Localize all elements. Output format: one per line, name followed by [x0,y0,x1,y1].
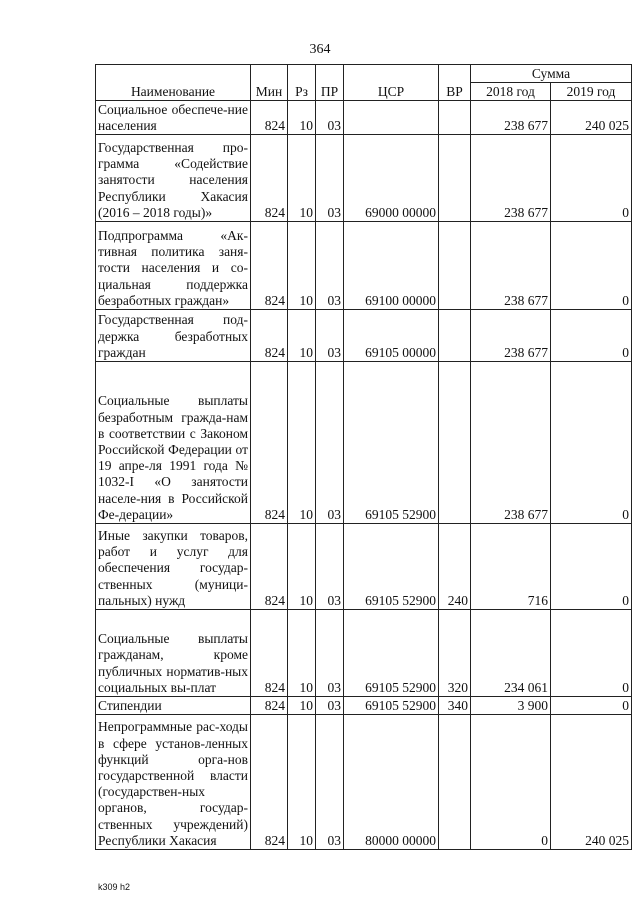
cell-name: Государственная про-грамма «Содействие занятости населения Республики Хакасия (2016 – 2018 годы)» [96,135,251,222]
cell-name: Подпрограмма «Ак-тивная политика заня-тости населения и со-циальная поддержка безработных граждан» [96,222,251,310]
cell-y2018: 716 [471,524,551,610]
header-vr: ВР [439,65,471,101]
cell-csr [344,101,439,135]
cell-name: Непрограммные рас-ходы в сфере установ-ленных функций орга-нов государственной власти (государствен-ных органов, государ-ственных учреждений) Республики Хакасия [96,715,251,850]
table-row [96,310,632,362]
cell-csr: 69105 52900 [344,697,439,715]
cell-name: Государственная под-держка безработных граждан [96,310,251,362]
cell-y2019: 0 [551,610,632,697]
cell-vr [439,310,471,362]
cell-vr [439,135,471,222]
cell-rz: 10 [288,222,316,310]
cell-min: 824 [251,101,288,135]
header-name: Наименование [96,65,251,101]
header-rz: Рз [288,65,316,101]
cell-min: 824 [251,310,288,362]
cell-min: 824 [251,222,288,310]
cell-pr: 03 [316,715,344,850]
cell-min: 824 [251,610,288,697]
footer-code: k309 h2 [98,882,131,892]
cell-pr: 03 [316,101,344,135]
cell-pr: 03 [316,135,344,222]
header-pr: ПР [316,65,344,101]
cell-csr: 80000 00000 [344,715,439,850]
cell-csr: 69100 00000 [344,222,439,310]
cell-y2019: 240 025 [551,715,632,850]
cell-y2019: 0 [551,310,632,362]
cell-rz: 10 [288,101,316,135]
cell-name: Социальное обеспече-ние населения [96,101,251,135]
header-min: Мин [251,65,288,101]
cell-y2018: 234 061 [471,610,551,697]
cell-y2018: 238 677 [471,310,551,362]
table-row [96,610,632,697]
cell-csr: 69105 52900 [344,524,439,610]
cell-min: 824 [251,524,288,610]
cell-vr: 340 [439,697,471,715]
cell-y2018: 238 677 [471,135,551,222]
cell-min: 824 [251,697,288,715]
cell-y2018: 238 677 [471,362,551,524]
cell-vr: 240 [439,524,471,610]
cell-y2019: 0 [551,697,632,715]
page-number: 364 [309,42,331,57]
cell-min: 824 [251,362,288,524]
cell-rz: 10 [288,524,316,610]
table-row [96,524,632,610]
cell-csr: 69000 00000 [344,135,439,222]
cell-name: Иные закупки товаров, работ и услуг для обеспечения государ-ственных (муници-пальных) нужд [96,524,251,610]
cell-rz: 10 [288,715,316,850]
table-row [96,697,632,715]
cell-name: Социальные выплаты гражданам, кроме публичных норматив-ных социальных вы-плат [96,610,251,697]
cell-name: Социальные выплаты безработным гражда-нам в соответствии с Законом Российской Федерации от 19 апре-ля 1991 года № 1032-I «О занятости населе-ния в Российской Фе-дерации» [96,362,251,524]
cell-y2019: 0 [551,362,632,524]
cell-y2019: 0 [551,222,632,310]
cell-pr: 03 [316,524,344,610]
table-row [96,135,632,222]
cell-rz: 10 [288,610,316,697]
table-row [96,362,632,524]
cell-rz: 10 [288,362,316,524]
header-sum: Сумма [471,65,632,83]
header-year-2019: 2019 год [551,83,632,101]
cell-vr [439,362,471,524]
cell-y2019: 0 [551,524,632,610]
cell-csr: 69105 52900 [344,610,439,697]
cell-pr: 03 [316,362,344,524]
cell-y2019: 240 025 [551,101,632,135]
cell-y2018: 3 900 [471,697,551,715]
cell-pr: 03 [316,222,344,310]
cell-vr [439,715,471,850]
cell-y2018: 238 677 [471,222,551,310]
cell-csr: 69105 52900 [344,362,439,524]
cell-vr [439,222,471,310]
table-row [96,222,632,310]
header-year-2018: 2018 год [471,83,551,101]
cell-pr: 03 [316,310,344,362]
cell-rz: 10 [288,135,316,222]
cell-y2019: 0 [551,135,632,222]
cell-csr: 69105 00000 [344,310,439,362]
header-csr: ЦСР [344,65,439,101]
table-row [96,101,632,135]
cell-y2018: 238 677 [471,101,551,135]
cell-vr [439,101,471,135]
cell-name: Стипендии [96,697,251,715]
cell-min: 824 [251,135,288,222]
budget-table [95,64,632,850]
cell-pr: 03 [316,610,344,697]
cell-y2018: 0 [471,715,551,850]
cell-pr: 03 [316,697,344,715]
cell-rz: 10 [288,697,316,715]
table-row [96,715,632,850]
cell-min: 824 [251,715,288,850]
cell-vr: 320 [439,610,471,697]
cell-rz: 10 [288,310,316,362]
